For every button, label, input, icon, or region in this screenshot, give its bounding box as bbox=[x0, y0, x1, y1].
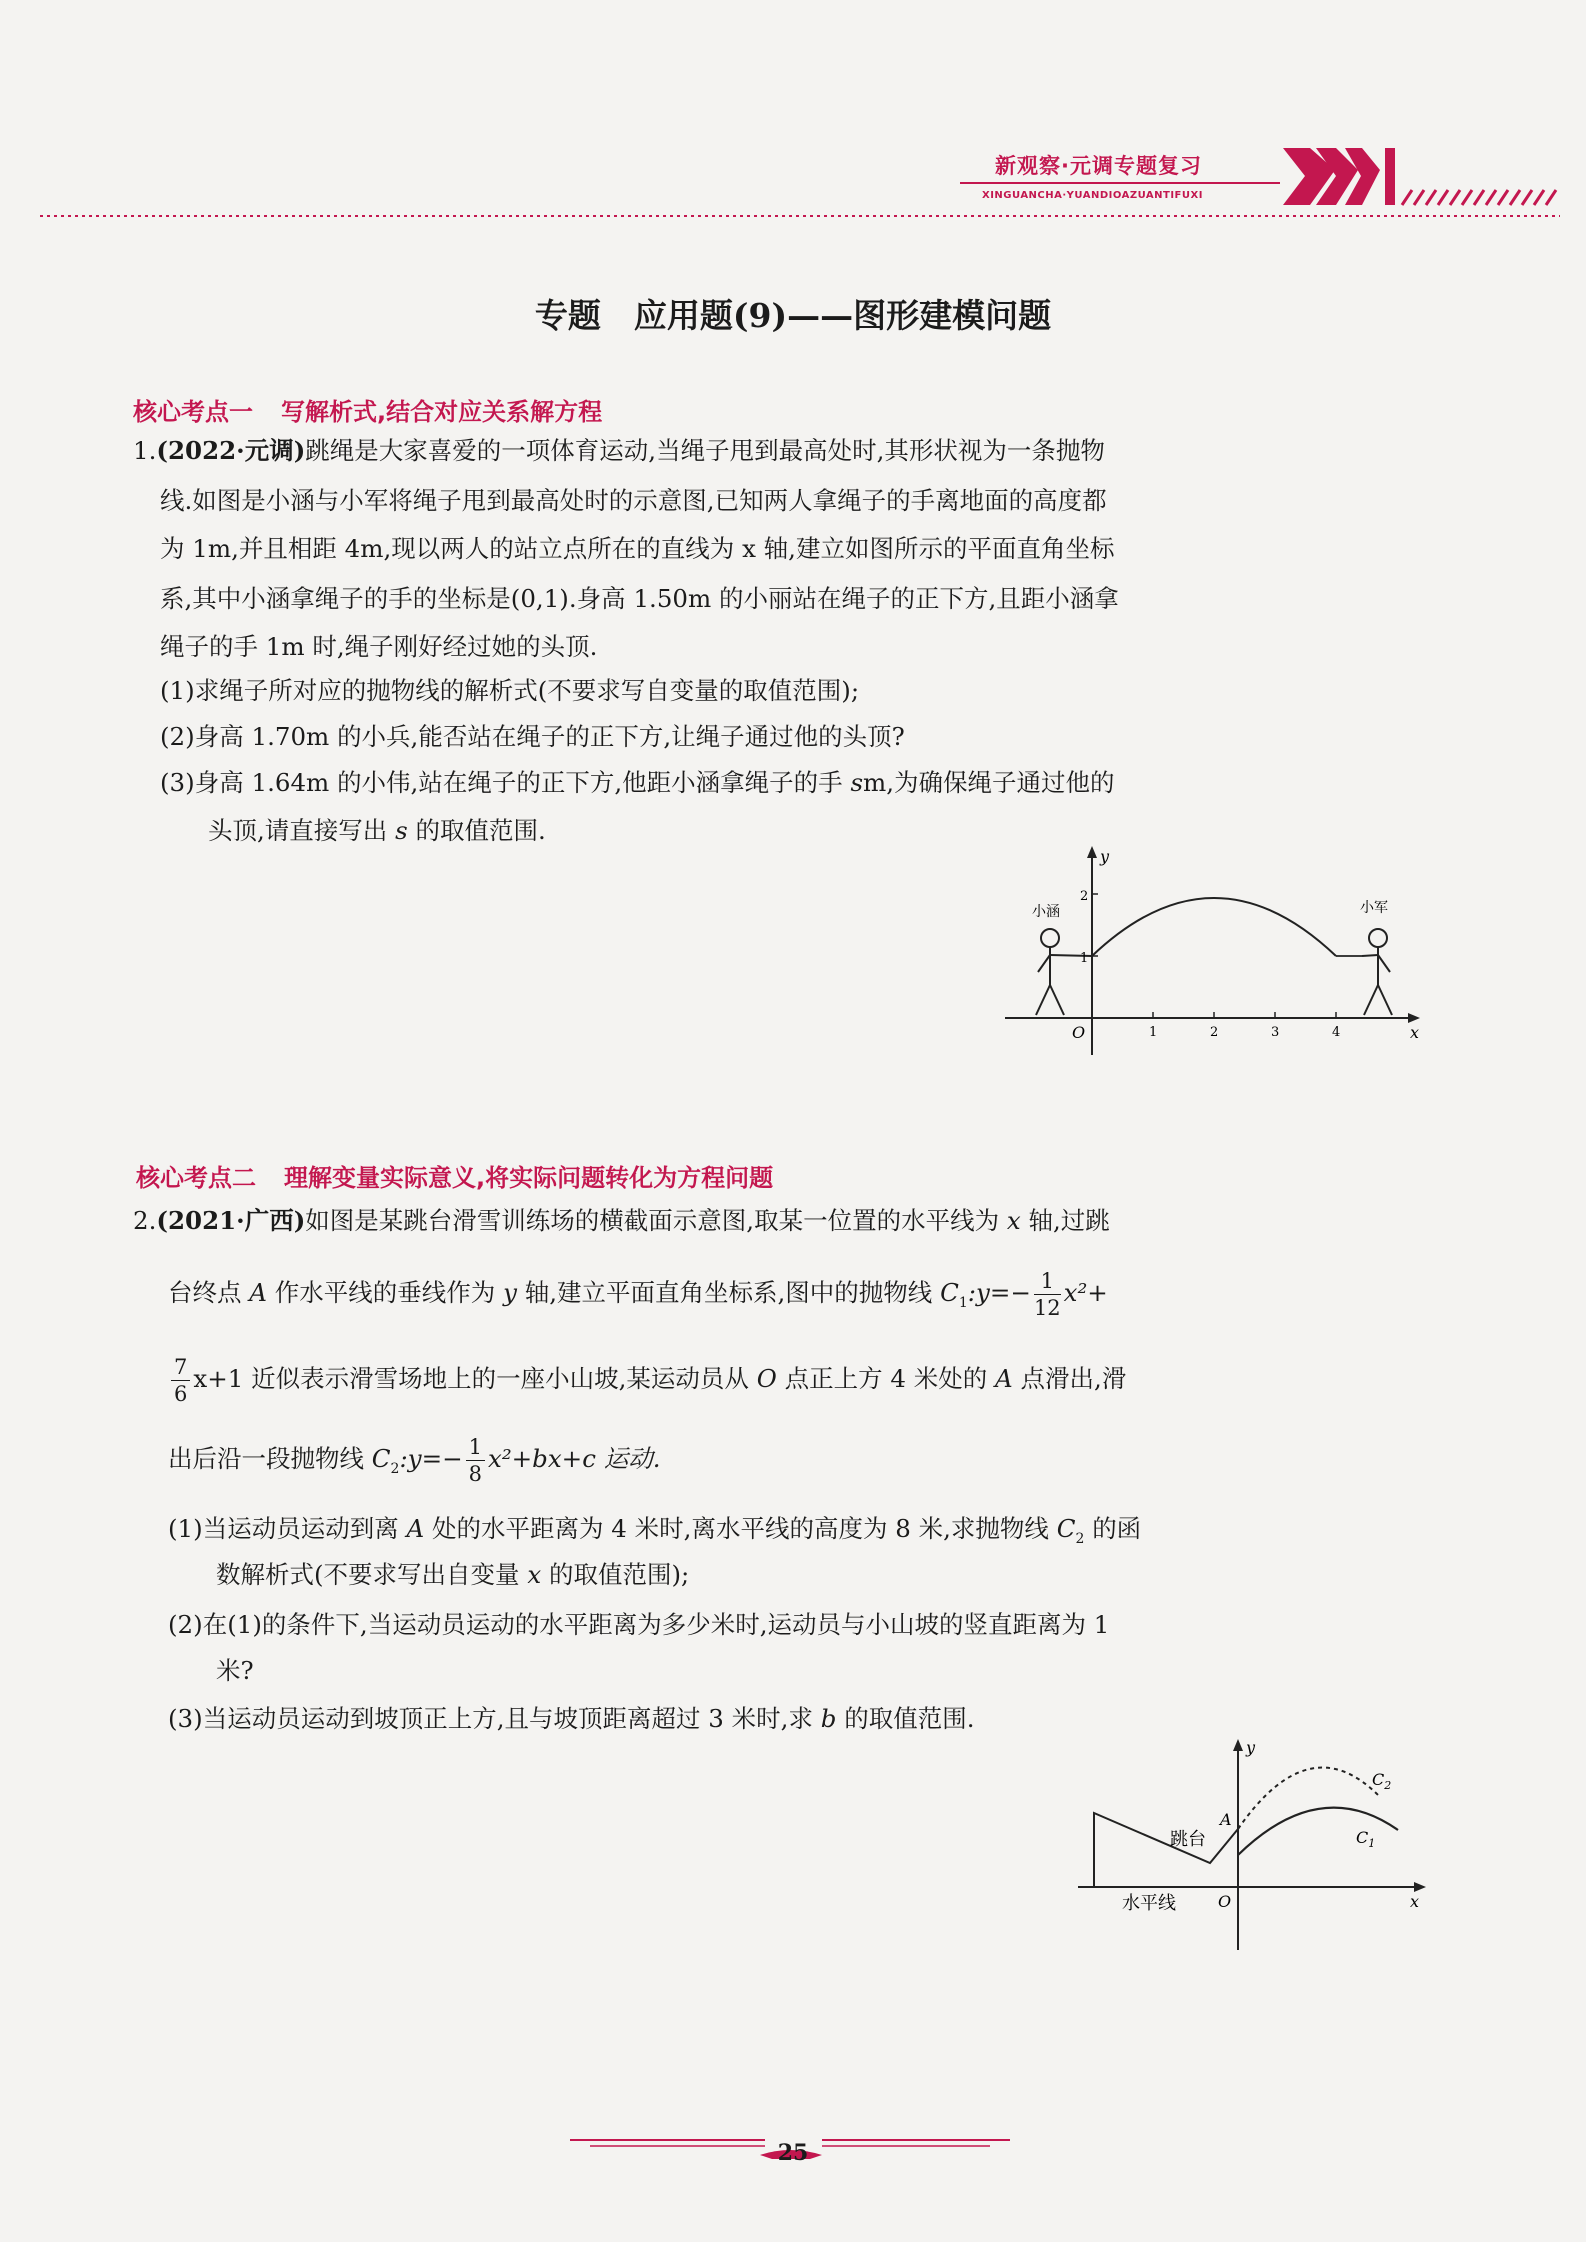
frac-numerator: 1 bbox=[466, 1434, 485, 1461]
figure1-x-tick-2: 2 bbox=[1210, 1025, 1219, 1040]
problem2-c2-sub: 2 bbox=[390, 1460, 400, 1477]
problem1-q3-var: s bbox=[850, 768, 864, 797]
figure2-horizon-label: 水平线 bbox=[1122, 1893, 1176, 1914]
figure1-x-tick-4: 4 bbox=[1332, 1025, 1341, 1040]
problem2-q1-cont bbox=[216, 1556, 689, 1591]
problem2-point-a: A bbox=[249, 1278, 267, 1307]
frac-numerator: 7 bbox=[171, 1354, 190, 1381]
figure1-person-right-label: 小军 bbox=[1360, 900, 1388, 916]
problem1-source: (2022·元调) bbox=[156, 436, 306, 465]
problem2-text-1b: 轴,过跳 bbox=[1028, 1206, 1110, 1235]
problem2-q1-part-c: 的函 bbox=[1092, 1514, 1142, 1543]
figure1-person-right bbox=[1362, 929, 1392, 1015]
problem2-line-3 bbox=[168, 1354, 1126, 1407]
problem2-c2: C bbox=[371, 1444, 391, 1473]
figure2-c2-curve bbox=[1238, 1768, 1380, 1829]
problem2-q1 bbox=[168, 1510, 1141, 1547]
problem2-x-var-2: x bbox=[527, 1560, 542, 1589]
problem1-line-2: 线.如图是小涵与小军将绳子甩到最高处时的示意图,已知两人拿绳子的手离地面的高度都 bbox=[160, 486, 1107, 515]
problem2-number: 2. bbox=[133, 1206, 157, 1235]
figure2-c2-letter: C bbox=[1372, 1770, 1385, 1789]
section1-text: 写解析式,结合对应关系解方程 bbox=[281, 398, 603, 426]
figure1-y-tick-2: 2 bbox=[1080, 889, 1089, 904]
frac-denominator: 6 bbox=[174, 1382, 188, 1406]
problem2-text-2b: 作水平线的垂线作为 bbox=[274, 1278, 496, 1307]
figure2-c1-letter: C bbox=[1356, 1828, 1369, 1847]
problem2-q2-cont: 米? bbox=[216, 1656, 254, 1685]
page-number: 25 bbox=[777, 2140, 809, 2166]
problem2-text-2a: 台终点 bbox=[168, 1278, 242, 1307]
figure2-c1-sub: 1 bbox=[1368, 1837, 1376, 1850]
header-title: 新观察·元调专题复习 bbox=[995, 154, 1202, 178]
problem2-q1-part-e: 的取值范围); bbox=[548, 1560, 690, 1589]
figure1-x-tick-3: 3 bbox=[1271, 1025, 1280, 1040]
figure1-x-label: x bbox=[1410, 1023, 1420, 1042]
problem2-frac-1-8 bbox=[466, 1434, 485, 1487]
figure1-y-label: y bbox=[1100, 847, 1110, 866]
problem2-q3-part-a: (3)当运动员运动到坡顶正上方,且与坡顶距离超过 3 米时,求 bbox=[168, 1704, 813, 1733]
problem2-eq-y: :y=− bbox=[967, 1278, 1031, 1307]
problem1-q2: (2)身高 1.70m 的小兵,能否站在绳子的正下方,让绳子通过他的头顶? bbox=[160, 722, 905, 751]
figure2-y-label: y bbox=[1246, 1738, 1256, 1757]
section1-label: 核心考点一 bbox=[133, 398, 253, 426]
problem2-line-2 bbox=[168, 1268, 1108, 1321]
figure2-c1-label bbox=[1356, 1828, 1375, 1850]
figure2-origin: O bbox=[1218, 1892, 1232, 1911]
header-decoration bbox=[0, 0, 1586, 230]
problem2-text-2c: 轴,建立平面直角坐标系,图中的抛物线 bbox=[524, 1278, 933, 1307]
section2-text: 理解变量实际意义,将实际问题转化为方程问题 bbox=[284, 1164, 774, 1192]
problem1-q1: (1)求绳子所对应的抛物线的解析式(不要求写自变量的取值范围); bbox=[160, 676, 860, 705]
problem1-text-1: 跳绳是大家喜爱的一项体育运动,当绳子甩到最高处时,其形状视为一条抛物 bbox=[305, 436, 1105, 465]
problem2-text-4b: x²+bx+c 运动. bbox=[488, 1444, 661, 1473]
section2-label: 核心考点二 bbox=[136, 1164, 256, 1192]
problem1-line-1 bbox=[133, 432, 1105, 467]
figure1-x-tick-1: 1 bbox=[1149, 1025, 1158, 1040]
figure2-ramp-label: 跳台 bbox=[1170, 1829, 1206, 1850]
figure2-point-a: A bbox=[1220, 1810, 1232, 1829]
problem1-q3-part-d: 的取值范围. bbox=[415, 816, 546, 845]
problem2-frac-1-12 bbox=[1034, 1268, 1061, 1321]
problem1-q3 bbox=[160, 764, 1115, 799]
problem2-source: (2021·广西) bbox=[156, 1206, 306, 1235]
problem2-q3 bbox=[168, 1700, 975, 1735]
problem2-y-var: y bbox=[503, 1278, 517, 1307]
problem2-x-var: x bbox=[1006, 1206, 1021, 1235]
section1-heading bbox=[133, 392, 602, 427]
figure2-ramp bbox=[1094, 1813, 1238, 1887]
problem1-number: 1. bbox=[133, 436, 157, 465]
page-title: 专题 应用题(9)——图形建模问题 bbox=[534, 296, 1052, 335]
problem2-point-o: O bbox=[756, 1364, 777, 1393]
frac-numerator: 1 bbox=[1034, 1268, 1061, 1295]
problem1-q3-var-2: s bbox=[395, 816, 408, 845]
problem1-line-3: 为 1m,并且相距 4m,现以两人的站立点所在的直线为 x 轴,建立如图所示的平面直角坐标 bbox=[160, 534, 1115, 563]
header-subtitle: XINGUANCHA·YUANDIOAZUANTIFUXI bbox=[982, 190, 1203, 201]
problem2-c1: C bbox=[940, 1278, 959, 1307]
section2-heading bbox=[136, 1158, 773, 1193]
problem2-text-4a: 出后沿一段抛物线 bbox=[168, 1444, 364, 1473]
problem2-c2-q1: C bbox=[1056, 1514, 1076, 1543]
problem2-q1-part-b: 处的水平距离为 4 米时,离水平线的高度为 8 米,求抛物线 bbox=[432, 1514, 1049, 1543]
figure2-x-label: x bbox=[1410, 1892, 1420, 1911]
figure1-person-left-label: 小涵 bbox=[1032, 904, 1060, 920]
figure1-person-left bbox=[1036, 929, 1092, 1015]
figure2-c2-sub: 2 bbox=[1384, 1779, 1392, 1792]
problem2-b-var: b bbox=[820, 1704, 837, 1733]
frac-denominator: 8 bbox=[468, 1462, 482, 1486]
problem2-q1-part-a: (1)当运动员运动到离 bbox=[168, 1514, 399, 1543]
figure1-origin: O bbox=[1072, 1023, 1086, 1042]
figure2-c2-label bbox=[1372, 1770, 1391, 1792]
problem1-q3-part-c: 头顶,请直接写出 bbox=[208, 816, 388, 845]
problem2-point-a-2: A bbox=[995, 1364, 1013, 1393]
problem1-q3-cont bbox=[208, 812, 546, 847]
problem2-c2-sub-q1: 2 bbox=[1075, 1530, 1085, 1547]
problem2-q2: (2)在(1)的条件下,当运动员运动的水平距离为多少米时,运动员与小山坡的竖直距离为 1 bbox=[168, 1610, 1110, 1639]
problem2-text-1: 如图是某跳台滑雪训练场的横截面示意图,取某一位置的水平线为 bbox=[305, 1206, 1000, 1235]
problem2-q3-part-b: 的取值范围. bbox=[844, 1704, 975, 1733]
problem2-text-3c: 点滑出,滑 bbox=[1020, 1364, 1127, 1393]
problem2-eq-y-2: :y=− bbox=[399, 1444, 463, 1473]
problem2-frac-7-6 bbox=[171, 1354, 190, 1407]
problem1-q3-part-a: (3)身高 1.64m 的小伟,站在绳子的正下方,他距小涵拿绳子的手 bbox=[160, 768, 843, 797]
problem1-line-5: 绳子的手 1m 时,绳子刚好经过她的头顶. bbox=[160, 632, 598, 661]
problem1-line-4: 系,其中小涵拿绳子的手的坐标是(0,1).身高 1.50m 的小丽站在绳子的正下方,且距小涵拿 bbox=[160, 584, 1119, 613]
problem1-q3-part-b: m,为确保绳子通过他的 bbox=[863, 768, 1115, 797]
problem2-point-a-3: A bbox=[406, 1514, 425, 1543]
problem2-q1-part-d: 数解析式(不要求写出自变量 bbox=[216, 1560, 520, 1589]
figure1-jump-rope bbox=[1000, 840, 1440, 1060]
header-banner bbox=[0, 0, 1586, 230]
figure2-ski-jump bbox=[1070, 1735, 1440, 1955]
problem2-c1-sub: 1 bbox=[958, 1294, 968, 1311]
problem2-line-1 bbox=[133, 1202, 1110, 1237]
problem2-x2plus: x²+ bbox=[1063, 1278, 1108, 1307]
frac-denominator: 12 bbox=[1033, 1296, 1061, 1320]
problem2-text-3b: 点正上方 4 米处的 bbox=[784, 1364, 988, 1393]
problem2-line-4 bbox=[168, 1434, 661, 1487]
figure1-y-tick-1: 1 bbox=[1080, 951, 1089, 966]
problem2-text-3a: x+1 近似表示滑雪场地上的一座小山坡,某运动员从 bbox=[193, 1364, 749, 1393]
figure1-rope-curve bbox=[1092, 898, 1336, 956]
